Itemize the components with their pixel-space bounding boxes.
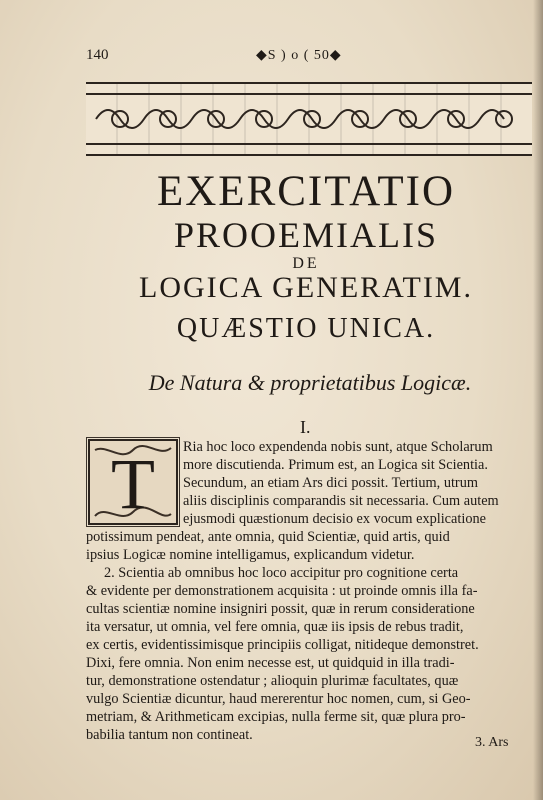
section-number: I. xyxy=(300,417,311,437)
text-line: ita versatur, ut omnia, vel fere omnia, quæ iis ipsis de rebus tradit, xyxy=(86,619,464,635)
decorative-border-band xyxy=(86,82,532,156)
title-line-3: DE xyxy=(292,255,320,272)
text-line: cultas scientiæ nomine insigniri possit, quæ in rerum consideratione xyxy=(86,601,475,617)
text-line: 2. Scientia ab omnibus hoc loco accipitur pro cognitione certa xyxy=(104,565,459,581)
text-line: ipsius Logicæ nomine intelligamus, explicandum videtur. xyxy=(86,547,415,563)
text-line: Ria hoc loco expendenda nobis sunt, atque Scholarum xyxy=(183,439,493,455)
main-text xyxy=(86,438,531,744)
title-line-1: EXERCITATIO xyxy=(156,168,455,215)
title-block xyxy=(86,170,526,344)
title-line-2: PROOEMIALIS xyxy=(173,215,438,255)
section-subtitle: De Natura & proprietatibus Logicæ. xyxy=(148,370,472,395)
text-line: more discutienda. Primum est, an Logica sit Scientia. xyxy=(183,457,488,473)
title-line-5: QUÆSTIO UNICA. xyxy=(176,313,436,344)
page-number: 140 xyxy=(86,47,109,63)
page-header xyxy=(86,47,506,71)
ornament-pattern-icon xyxy=(86,84,532,154)
text-line: Dixi, fere omnia. Non enim necesse est, ut quidquid in illa tradi- xyxy=(86,655,455,671)
text-line: tur, demonstratione ostendatur ; alioquin plurimæ facultates, quæ xyxy=(86,673,459,689)
text-line: potissimum pendeat, ante omnia, quid Scientiæ, quid artis, quid xyxy=(86,529,450,545)
text-line: aliis disciplinis comparandis sit necessaria. Cum autem xyxy=(183,493,499,509)
text-line: ejusmodi quæstionum decisio ex vocum explicatione xyxy=(183,511,486,527)
text-line: vulgo Scientiæ dicuntur, haud mererentur hoc nomen, cum, si Geo- xyxy=(86,691,471,707)
page-edge-shadow xyxy=(533,0,543,800)
text-line: & evidente per demonstrationem acquisita : ut proinde omnis illa fa- xyxy=(86,583,478,599)
dropcap-letter: T xyxy=(111,444,155,524)
folio-mark: ◆S ) o ( 50◆ xyxy=(256,48,342,63)
text-line: metriam, & Arithmeticam excipias, nulla ferme sit, quæ plura pro- xyxy=(86,709,466,725)
title-line-4: LOGICA GENERATIM. xyxy=(139,271,473,304)
text-line: ex certis, evidentissimisque principiis colligat, nitideque demonstret. xyxy=(86,637,479,653)
text-line: babilia tantum non contineat. xyxy=(86,727,253,743)
catchword: 3. Ars xyxy=(475,735,509,750)
text-line: Secundum, an etiam Ars dici possit. Tertium, utrum xyxy=(183,475,478,491)
